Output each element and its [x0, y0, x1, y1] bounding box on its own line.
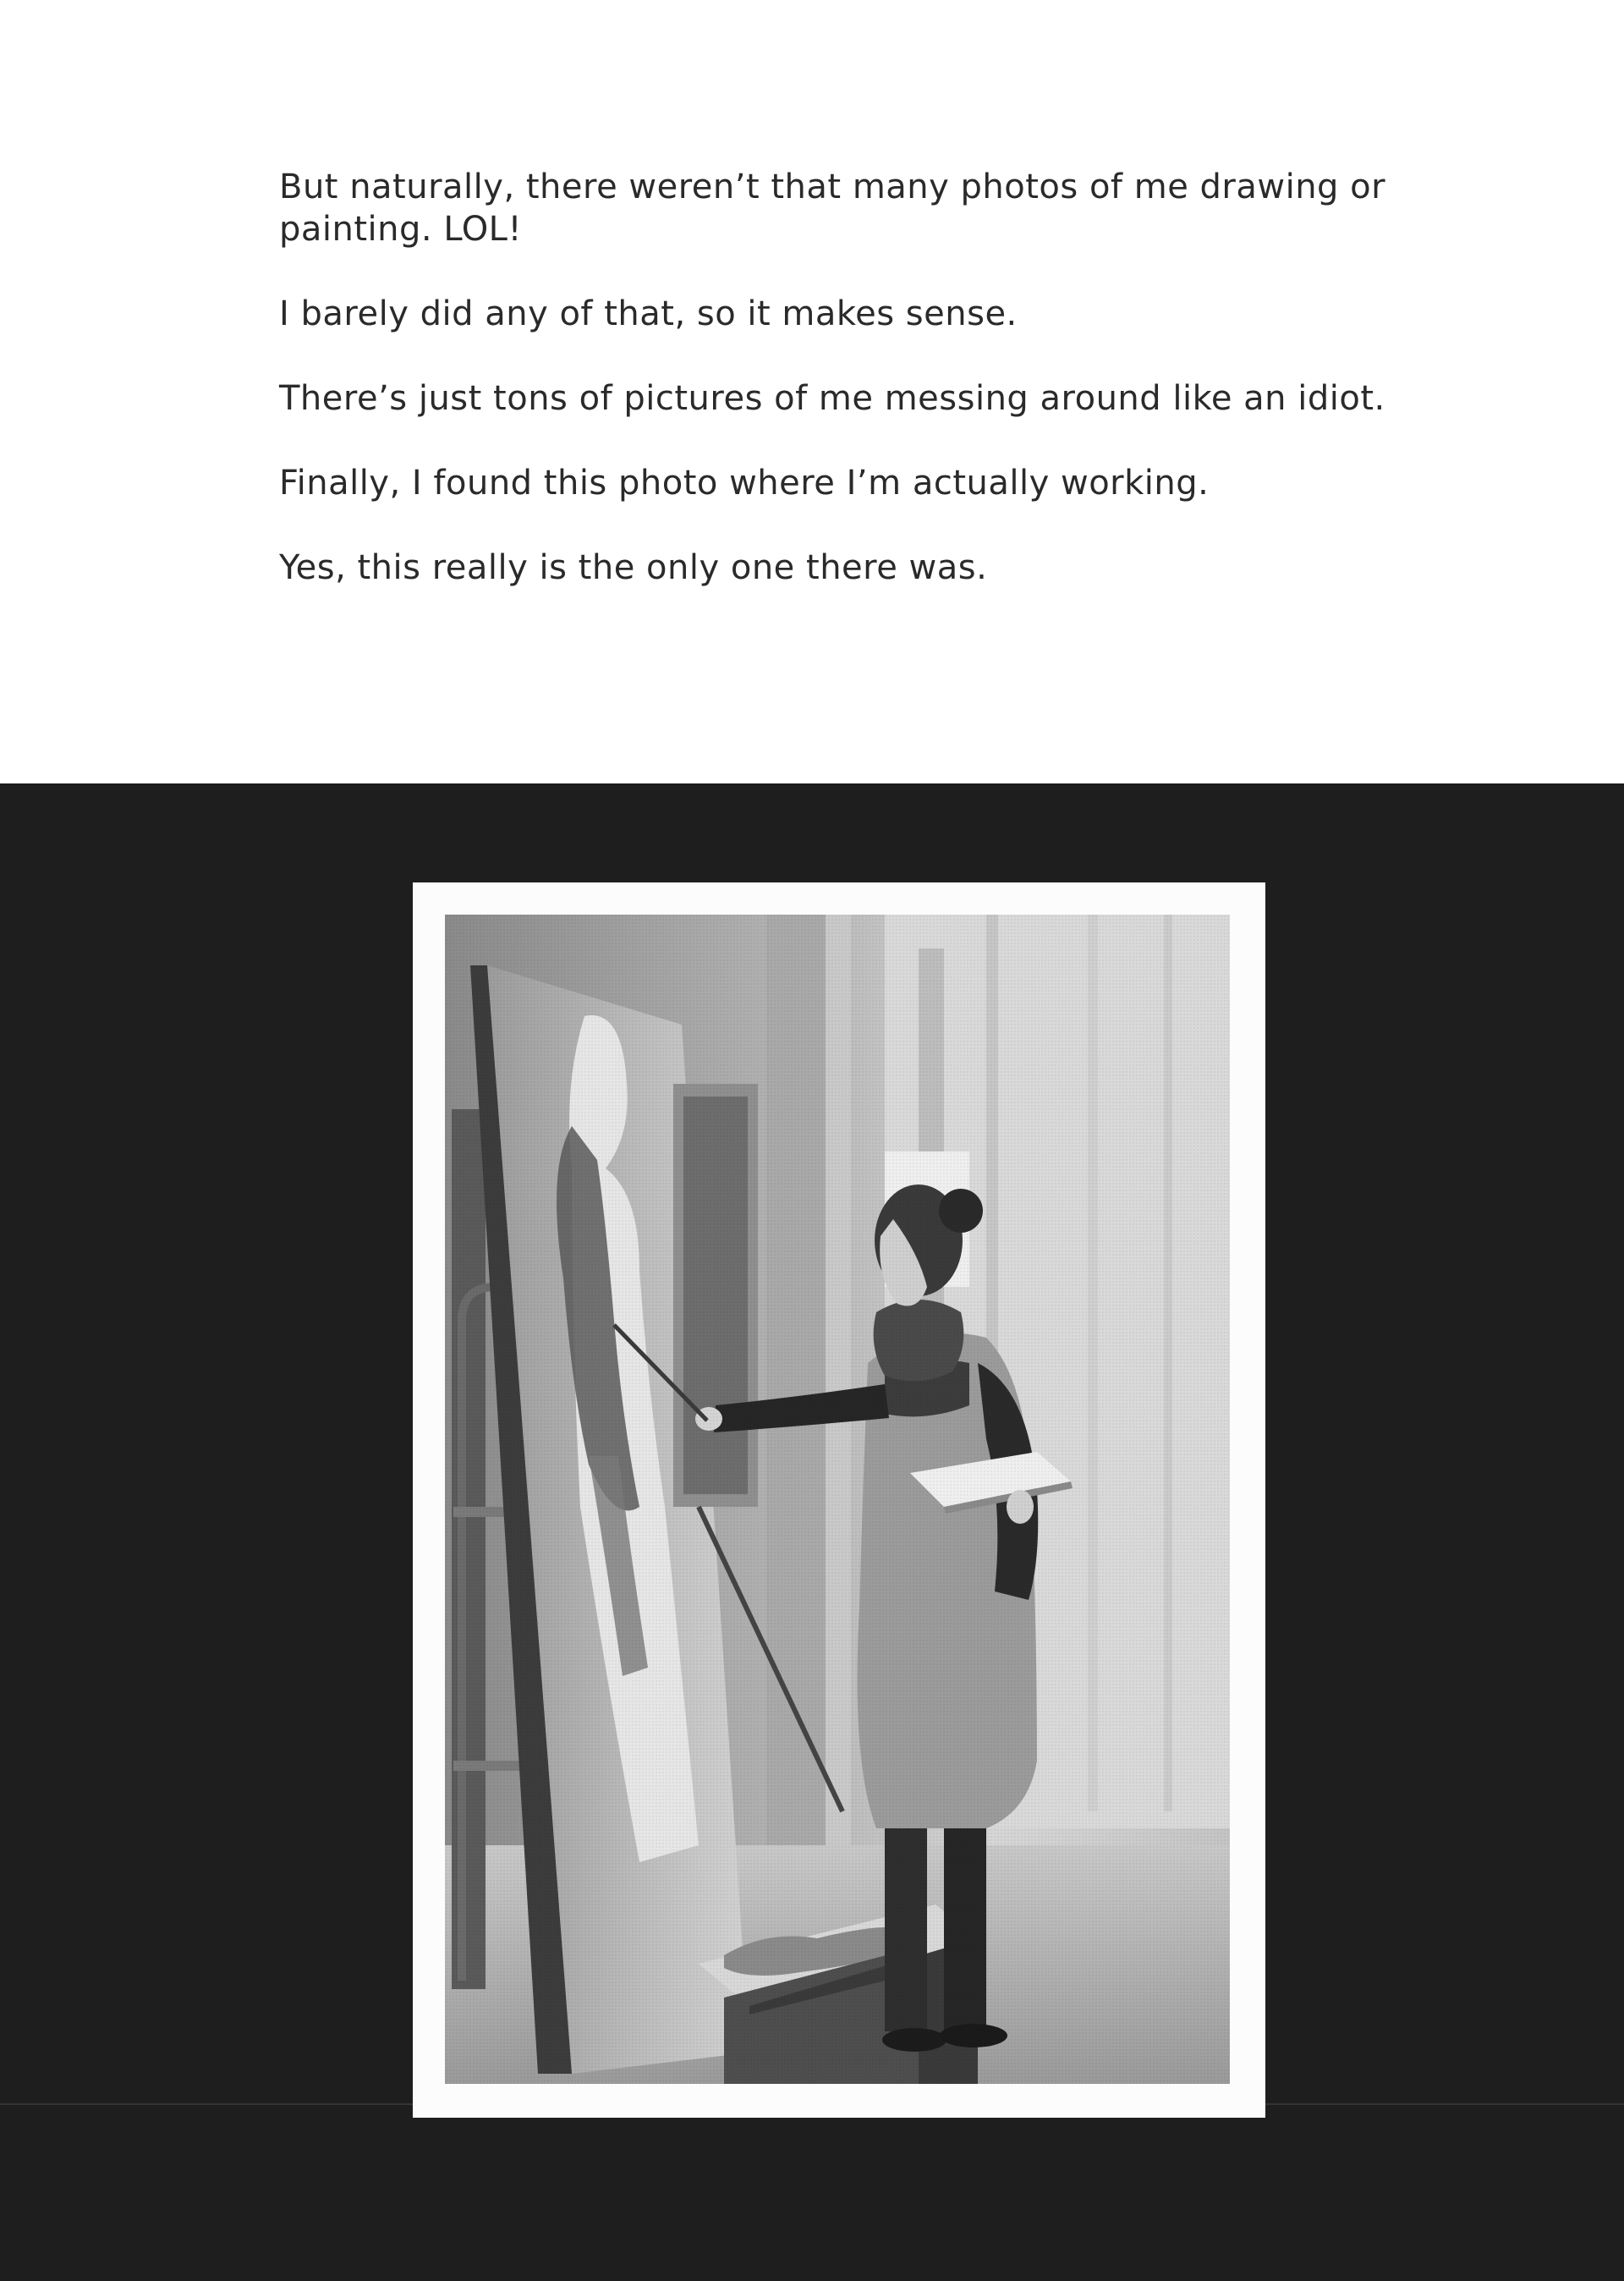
text-block: [279, 166, 1404, 631]
studio-photo: [445, 915, 1230, 2084]
photo-frame: [413, 882, 1265, 2118]
paragraph-5: Yes, this really is the only one there was.: [279, 548, 988, 587]
divider-top: [0, 783, 1624, 787]
paragraph-2: I barely did any of that, so it makes sense.: [279, 294, 1018, 333]
paragraph-1: But naturally, there weren’t that many photos of me drawing or painting. LOL!: [279, 168, 1386, 249]
paragraph-4: Finally, I found this photo where I’m actually working.: [279, 464, 1210, 503]
text-section: [0, 0, 1624, 785]
paragraph-3: There’s just tons of pictures of me messing around like an idiot.: [279, 379, 1385, 418]
